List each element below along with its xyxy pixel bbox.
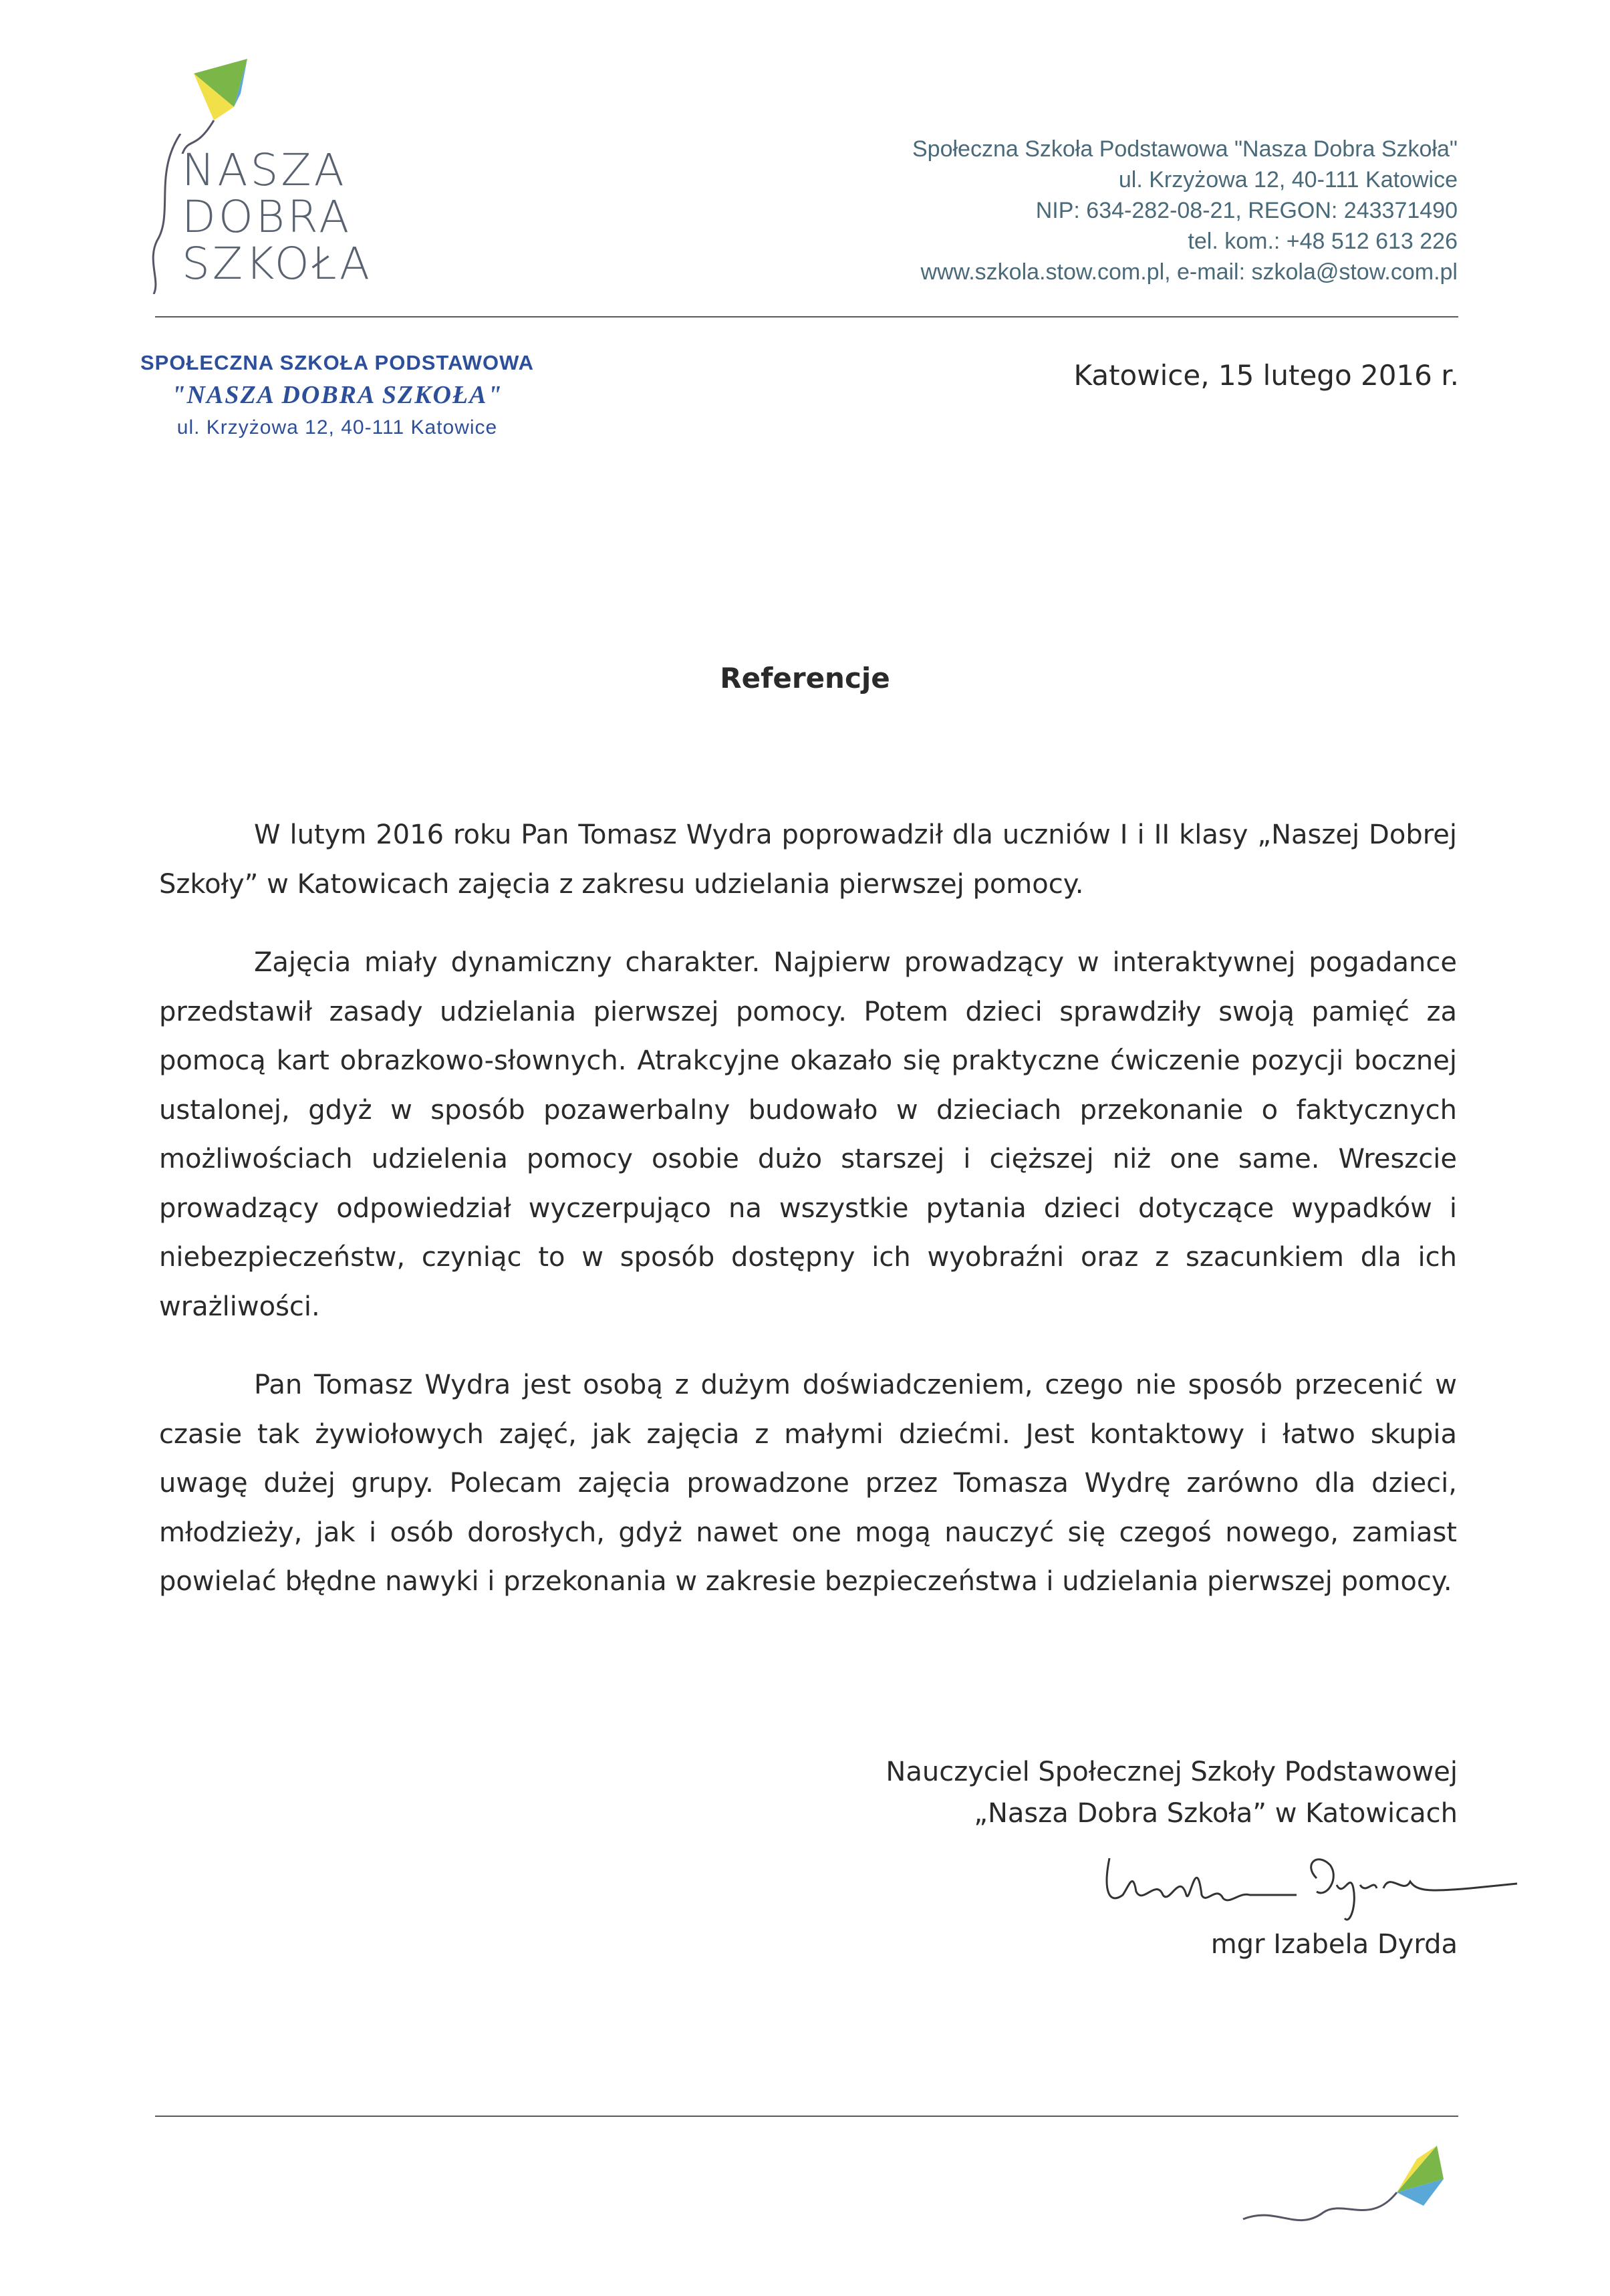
- address-line-web: www.szkola.stow.com.pl, e-mail: szkola@stow.com.pl: [920, 259, 1458, 285]
- header-address: [912, 134, 1458, 287]
- letter-title: Referencje: [720, 662, 890, 694]
- address-line-school: Społeczna Szkoła Podstawowa "Nasza Dobra Szkoła": [912, 136, 1458, 162]
- stamp-line-2: "NASZA DOBRA SZKOŁA": [171, 381, 503, 409]
- signature-block: [886, 1751, 1458, 1834]
- footer-divider: [155, 2116, 1458, 2117]
- stamp-line-1: SPOŁECZNA SZKOŁA PODSTAWOWA: [140, 351, 535, 374]
- logo-line-2: DOBRA: [182, 191, 352, 243]
- school-stamp: [140, 351, 534, 439]
- signature-line-1: Nauczyciel Społecznej Szkoły Podstawowej: [886, 1757, 1458, 1787]
- kite-string-icon: [147, 134, 187, 294]
- address-line-nip: NIP: 634-282-08-21, REGON: 243371490: [1035, 198, 1458, 223]
- stamp-line-3: ul. Krzyżowa 12, 40-111 Katowice: [176, 416, 498, 438]
- logo-line-1: NASZA: [182, 144, 347, 196]
- signature-line-2: „Nasza Dobra Szkoła” w Katowicach: [974, 1798, 1458, 1829]
- paragraph-1: W lutym 2016 roku Pan Tomasz Wydra poprowadził dla uczniów I i II klasy „Naszej Dobrej Szkoły” w Katowicach zajęcia z zakresu udzielania pierwszej pomocy.: [159, 819, 1457, 900]
- paragraph-2: Zajęcia miały dynamiczny charakter. Najpierw prowadzący w interaktywnej pogadance przedstawił zasady udzielania pierwszej pomocy. Potem dzieci sprawdziły swoją pamięć za pomocą kart obrazkowo-słownych. Atrakcyjne okazało się praktyczne ćwiczenie pozycji bocznej ustalonej, gdyż w sposób pozawerbalny budowało w dzieciach przekonanie o faktycznych możliwościach udzielenia pomocy osobie dużo starszej i cięższej niż one same. Wreszcie prowadzący odpowiedział wyczerpująco na wszystkie pytania dzieci dotyczące wypadków i niebezpieczeństw, czyniąc to w sposób dostępny ich wyobraźni oraz z szacunkiem dla ich wrażliwości.: [159, 947, 1457, 1322]
- address-line-phone: tel. kom.: +48 512 613 226: [1188, 229, 1458, 254]
- footer-kite-icon: [1236, 2132, 1464, 2239]
- logo-line-3: SZKOŁA: [182, 238, 372, 289]
- header-divider: [155, 316, 1458, 317]
- paragraph-3: Pan Tomasz Wydra jest osobą z dużym doświadczeniem, czego nie sposób przecenić w czasie tak żywiołowych zajęć, jak zajęcia z małymi dziećmi. Jest kontaktowy i łatwo skupia uwagę dużej grupy. Polecam zajęcia prowadzone przez Tomasza Wydrę zarówno dla dzieci, młodzieży, jak i osób dorosłych, gdyż nawet one mogą nauczyć się czegoś nowego, zamiast powielać błędne nawyki i przekonania w zakresie bezpieczeństwa i udzielania pierwszej pomocy.: [159, 1370, 1457, 1597]
- signer-name: mgr Izabela Dyrda: [1210, 1929, 1458, 1960]
- letter-body: [159, 811, 1457, 1636]
- school-logo: [147, 53, 428, 294]
- address-line-street: ul. Krzyżowa 12, 40-111 Katowice: [1118, 167, 1458, 193]
- handwritten-signature: [1096, 1831, 1524, 1932]
- letter-date: Katowice, 15 lutego 2016 r.: [1073, 359, 1459, 392]
- logo-text: [182, 144, 372, 289]
